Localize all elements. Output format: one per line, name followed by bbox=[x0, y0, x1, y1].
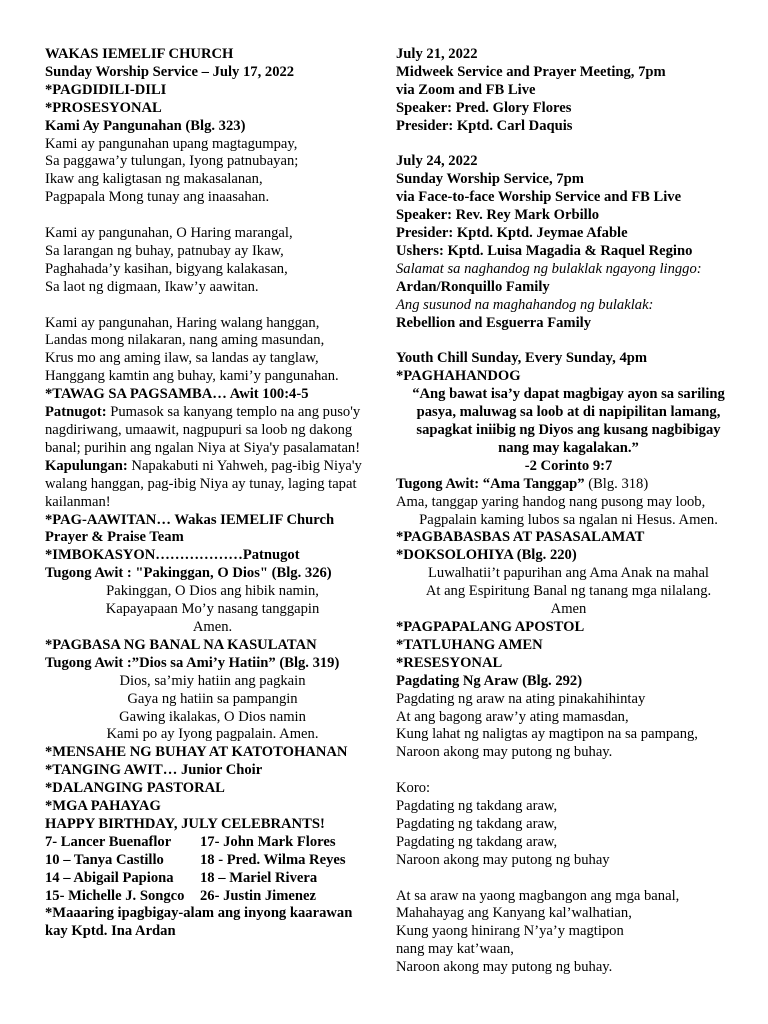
tugong2-line: Gaya ng hatiin sa pampangin bbox=[127, 690, 298, 707]
celebrant: 18 - Pred. Wilma Reyes bbox=[200, 851, 346, 868]
doksolohiya-line: Amen bbox=[550, 601, 587, 618]
kapulungan-paragraph bbox=[45, 458, 380, 512]
tugong3-title bbox=[396, 476, 741, 494]
patnugot-label: Patnugot: bbox=[45, 404, 107, 421]
hymn2-line: At sa araw na yaong magbangon ang mga banal, bbox=[396, 887, 680, 904]
stanza-gap bbox=[45, 297, 380, 315]
koro-line: Naroon akong may putong ng buhay bbox=[396, 851, 610, 868]
hymn2-line: nang may kat’waan, bbox=[396, 941, 514, 958]
birthday-note: *Maaaring ipagbigay-alam ang inyong kaarawan bbox=[45, 905, 353, 922]
celebrant: 18 – Mariel Rivera bbox=[200, 869, 318, 886]
hymn1-line: Paghahada’y kasihan, bigyang kalakasan, bbox=[45, 260, 288, 277]
celebrant: 7- Lancer Buenaflor bbox=[45, 833, 172, 850]
hymn1-line: Ikaw ang kaligtasan ng makasalanan, bbox=[45, 171, 263, 188]
celebrant: 15- Michelle J. Songco bbox=[45, 887, 185, 904]
koro-line: Pagdating ng takdang araw, bbox=[396, 815, 558, 832]
sunday-date: July 24, 2022 bbox=[396, 153, 478, 170]
verse-line: pasya, maluwag sa loob at di napipilitan lamang, bbox=[416, 404, 721, 421]
hymn1-line: Kami ay pangunahan, Haring walang hanggan, bbox=[45, 314, 320, 331]
kapulungan-label: Kapulungan: bbox=[45, 457, 128, 474]
mensahe-heading: *MENSAHE NG BUHAY AT KATOTOHANAN bbox=[45, 744, 348, 761]
youth-chill: Youth Chill Sunday, Every Sunday, 4pm bbox=[396, 350, 648, 367]
hymn1-line: Hanggang kamtin ang buhay, kami’y pangunahan. bbox=[45, 368, 339, 385]
hymn2-line: Naroon akong may putong ng buhay. bbox=[396, 744, 613, 761]
hymn1-line: Landas mong nilakaran, nang aming masundan, bbox=[45, 332, 325, 349]
pahayag-heading: *MGA PAHAYAG bbox=[45, 798, 161, 815]
verse-line: sapagkat iniibig ng Diyos ang kusang nagbibigay bbox=[416, 422, 721, 438]
kapulungan-text: Napakabuti ni Yahweh, pag-ibig Niya'y walang hanggan, pag-ibig Niya ay tunay, laging tapat kailanman! bbox=[45, 457, 362, 510]
hymn1-line: Kami ay pangunahan, O Haring marangal, bbox=[45, 225, 293, 242]
right-column bbox=[396, 46, 741, 977]
sunday-ushers: Ushers: Kptd. Luisa Magadia & Raquel Regino bbox=[396, 242, 693, 259]
paghahandog-heading: *PAGHAHANDOG bbox=[396, 368, 521, 385]
hymn1-line: Sa larangan ng buhay, patnubay ay Ikaw, bbox=[45, 242, 284, 259]
prosesyonal-heading: *PROSESYONAL bbox=[45, 99, 162, 116]
tugong3-line: Pagpalain kaming lubos sa ngalan ni Hesus. Amen. bbox=[419, 511, 718, 528]
verse-line: “Ang bawat isa’y dapat magbigay ayon sa sariling bbox=[412, 386, 725, 403]
celebrant-row bbox=[45, 852, 380, 870]
koro-label: Koro: bbox=[396, 780, 431, 797]
hymn2-line: Kung yaong hinirang N’ya’y magtipon bbox=[396, 923, 624, 940]
hymn2-title: Pagdating Ng Araw (Blg. 292) bbox=[396, 672, 583, 689]
hymn2-line: Naroon akong may putong ng buhay. bbox=[396, 959, 613, 976]
birthday-heading: HAPPY BIRTHDAY, JULY CELEBRANTS! bbox=[45, 815, 325, 832]
stanza-gap bbox=[396, 870, 741, 888]
flowers-family-current: Ardan/Ronquillo Family bbox=[396, 278, 550, 295]
tugong2-line: Gawing ikalakas, O Dios namin bbox=[119, 708, 306, 725]
hymn1-title: Kami Ay Pangunahan (Blg. 323) bbox=[45, 117, 246, 134]
tawag-heading: *TAWAG SA PAGSAMBA… Awit 100:4-5 bbox=[45, 386, 309, 403]
birthday-note-contact: kay Kptd. Ina Ardan bbox=[45, 923, 176, 940]
verse-line: nang may kagalakan.” bbox=[498, 439, 639, 456]
church-name: WAKAS IEMELIF CHURCH bbox=[45, 46, 234, 62]
doksolohiya-heading: *DOKSOLOHIYA (Blg. 220) bbox=[396, 547, 577, 564]
tugong1-line: Kapayapaan Mo’y nasang tanggapin bbox=[105, 601, 320, 618]
dalangin-heading: *DALANGING PASTORAL bbox=[45, 780, 225, 797]
doksolohiya-line: Luwalhatii’t papurihan ang Ama Anak na mahal bbox=[428, 565, 709, 582]
flowers-family-next: Rebellion and Esguerra Family bbox=[396, 314, 591, 331]
hymn2-line: Mahahayag ang Kanyang kal’walhatian, bbox=[396, 905, 632, 922]
pag-aawitan-heading: *PAG-AAWITAN… Wakas IEMELIF Church bbox=[45, 511, 335, 528]
celebrant: 26- Justin Jimenez bbox=[200, 887, 316, 904]
hymn1-line: Krus mo ang aming ilaw, sa landas ay tanglaw, bbox=[45, 350, 319, 367]
celebrant-row bbox=[45, 834, 380, 852]
celebrant-row bbox=[45, 870, 380, 888]
pagbabasbas-heading: *PAGBABASBAS AT PASASALAMAT bbox=[396, 529, 645, 546]
hymn1-line: Pagpapala Mong tunay ang inaasahan. bbox=[45, 189, 270, 206]
midweek-platform: via Zoom and FB Live bbox=[396, 81, 536, 98]
hymn1-line: Sa laot ng digmaan, Ikaw’y aawitan. bbox=[45, 278, 259, 295]
patnugot-paragraph bbox=[45, 404, 380, 458]
tugong3-line: Ama, tanggap yaring handog nang pusong may loob, bbox=[396, 493, 706, 510]
pagdidili-heading: *PAGDIDILI-DILI bbox=[45, 81, 167, 98]
section-gap bbox=[396, 136, 741, 154]
section-gap bbox=[396, 332, 741, 350]
midweek-speaker: Speaker: Pred. Glory Flores bbox=[396, 99, 572, 116]
pagbasa-heading: *PAGBASA NG BANAL NA KASULATAN bbox=[45, 636, 317, 653]
tugong2-line: Dios, sa’miy hatiin ang pagkain bbox=[119, 672, 306, 689]
sunday-platform: via Face-to-face Worship Service and FB Live bbox=[396, 189, 682, 206]
midweek-title: Midweek Service and Prayer Meeting, 7pm bbox=[396, 63, 666, 80]
celebrant: 10 – Tanya Castillo bbox=[45, 851, 164, 868]
verse-reference: -2 Corinto 9:7 bbox=[524, 457, 613, 474]
left-column bbox=[45, 46, 380, 941]
midweek-presider: Presider: Kptd. Carl Daquis bbox=[396, 117, 573, 134]
flowers-thanks: Salamat sa naghandog ng bulaklak ngayong linggo: bbox=[396, 260, 702, 277]
tugong1-line: Pakinggan, O Dios ang hibik namin, bbox=[106, 583, 319, 600]
service-title: Sunday Worship Service – July 17, 2022 bbox=[45, 63, 295, 80]
tugong3-name: Tugong Awit: “Ama Tanggap” bbox=[396, 475, 585, 492]
praise-team: Prayer & Praise Team bbox=[45, 529, 184, 546]
koro-line: Pagdating ng takdang araw, bbox=[396, 833, 558, 850]
tugong1-title: Tugong Awit : "Pakinggan, O Dios" (Blg. 326) bbox=[45, 565, 332, 582]
hymn2-line: At ang bagong araw’y ating mamasdan, bbox=[396, 708, 629, 725]
patnugot-text: Pumasok sa kanyang templo na ang puso'y nagdiriwang, umaawit, nagpupuri sa loob ng dakong banal; purihin ang ngalan Niya at Siya'y pasalamatan! bbox=[45, 404, 361, 456]
tugong3-number: (Blg. 318) bbox=[584, 475, 649, 492]
koro-line: Pagdating ng takdang araw, bbox=[396, 798, 558, 815]
celebrant-row bbox=[45, 888, 380, 906]
stanza-gap bbox=[45, 207, 380, 225]
resesyonal-heading: *RESESYONAL bbox=[396, 654, 503, 671]
midweek-date: July 21, 2022 bbox=[396, 46, 478, 62]
tugong1-line: Amen. bbox=[192, 618, 233, 635]
tugong2-line: Kami po ay Iyong pagpalain. Amen. bbox=[106, 726, 319, 743]
celebrant: 17- John Mark Flores bbox=[200, 833, 336, 850]
sunday-title: Sunday Worship Service, 7pm bbox=[396, 171, 584, 188]
tugong2-title: Tugong Awit :”Dios sa Ami’y Hatiin” (Blg. 319) bbox=[45, 654, 340, 671]
sunday-presider: Presider: Kptd. Kptd. Jeymae Afable bbox=[396, 225, 628, 242]
celebrant: 14 – Abigail Papiona bbox=[45, 869, 174, 886]
tanging-awit-heading: *TANGING AWIT… Junior Choir bbox=[45, 762, 263, 779]
stanza-gap bbox=[396, 762, 741, 780]
doksolohiya-line: At ang Espiritung Banal ng tanang mga nilalang. bbox=[425, 583, 712, 600]
hymn2-line: Pagdating ng araw na ating pinakahihintay bbox=[396, 690, 646, 707]
hymn1-line: Sa paggawa’y tulungan, Iyong patnubayan; bbox=[45, 153, 299, 170]
hymn2-line: Kung lahat ng naligtas ay magtipon na sa pampang, bbox=[396, 726, 698, 743]
flowers-next-label: Ang susunod na maghahandog ng bulaklak: bbox=[396, 296, 654, 313]
sunday-speaker: Speaker: Rev. Rey Mark Orbillo bbox=[396, 207, 600, 224]
imbokasyon-heading: *IMBOKASYON………………Patnugot bbox=[45, 547, 300, 564]
hymn1-line: Kami ay pangunahan upang magtagumpay, bbox=[45, 135, 298, 152]
tatluhang-amen-heading: *TATLUHANG AMEN bbox=[396, 636, 543, 653]
pagpapala-heading: *PAGPAPALANG APOSTOL bbox=[396, 618, 585, 635]
